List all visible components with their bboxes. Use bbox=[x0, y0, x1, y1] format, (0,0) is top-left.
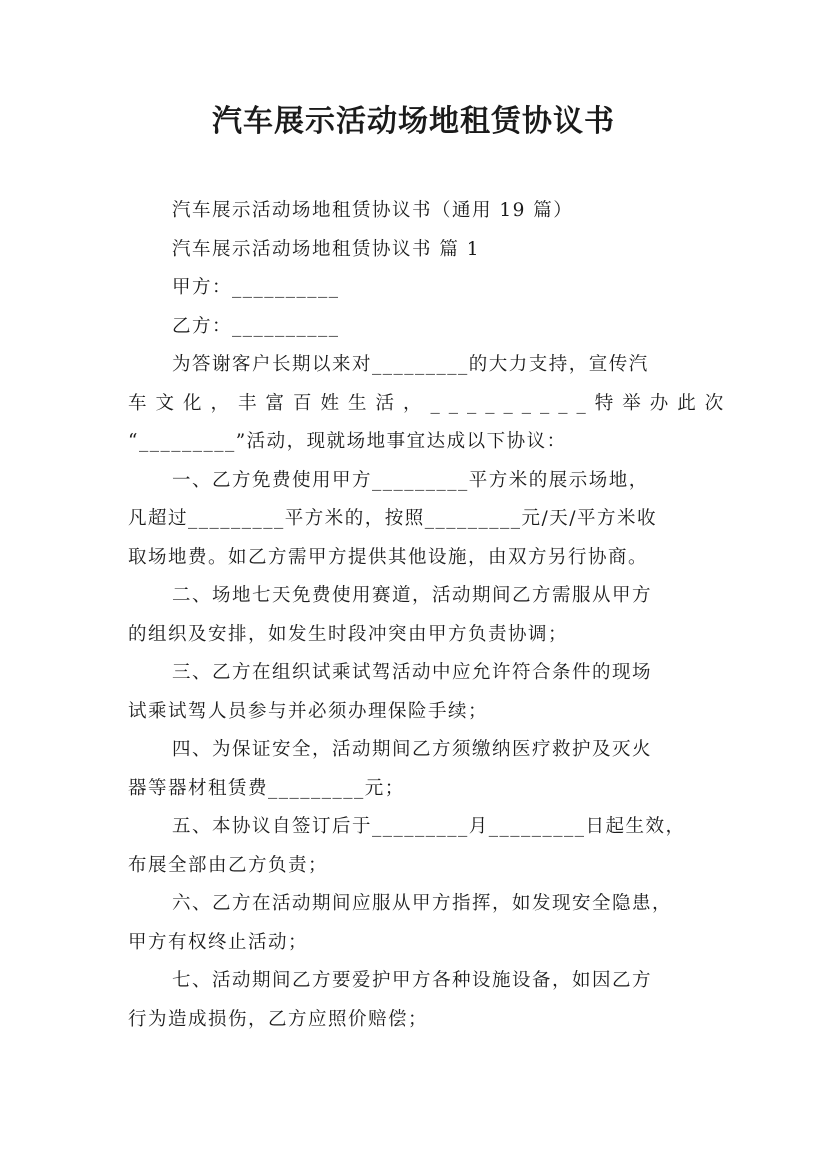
clause-line: 行为造成损伤，乙方应照价赔偿； bbox=[128, 1008, 429, 1030]
clause-line: 五、本协议自签订后于_________月_________日起生效， bbox=[172, 816, 686, 837]
paragraph-line: 为答谢客户长期以来对_________的大力支持，宣传汽 bbox=[172, 354, 649, 375]
clause-line: 的组织及安排，如发生时段冲突由甲方负责协调； bbox=[128, 623, 569, 645]
paragraph-line: “_________”活动，现就场地事宜达成以下协议： bbox=[128, 431, 567, 452]
clause-line: 布展全部由乙方负责； bbox=[128, 854, 329, 876]
clause-line: 一、乙方免费使用甲方_________平方米的展示场地， bbox=[172, 469, 649, 491]
clause-line: 六、乙方在活动期间应服从甲方指挥，如发现安全隐患， bbox=[172, 893, 673, 914]
paragraph-line: 车文化，丰富百姓生活，_________特举办此次 bbox=[128, 392, 733, 414]
clause-line: 凡超过_________平方米的，按照_________元/天/平方米收 bbox=[128, 508, 657, 529]
party-a-line: 甲方：__________ bbox=[172, 277, 340, 298]
document-body bbox=[128, 192, 733, 1039]
clause-line: 器等器材租赁费_________元； bbox=[128, 777, 405, 799]
subtitle-line: 汽车展示活动场地租赁协议书（通用 19 篇） bbox=[172, 200, 574, 221]
clause-line: 甲方有权终止活动； bbox=[128, 931, 309, 953]
clause-line: 七、活动期间乙方要爱护甲方各种设施设备，如因乙方 bbox=[172, 970, 653, 991]
clause-line: 三、乙方在组织试乘试驾活动中应允许符合条件的现场 bbox=[172, 662, 653, 683]
party-b-line: 乙方：__________ bbox=[172, 315, 340, 337]
section-heading: 汽车展示活动场地租赁协议书 篇 1 bbox=[172, 238, 481, 260]
clause-line: 试乘试驾人员参与并必须办理保险手续； bbox=[128, 700, 489, 722]
clause-line: 四、为保证安全，活动期间乙方须缴纳医疗救护及灭火 bbox=[172, 739, 653, 760]
clause-line: 二、场地七天免费使用赛道，活动期间乙方需服从甲方 bbox=[172, 585, 653, 606]
clause-line: 取场地费。如乙方需甲方提供其他设施，由双方另行协商。 bbox=[128, 546, 649, 568]
document-title: 汽车展示活动场地租赁协议书 bbox=[212, 104, 615, 139]
